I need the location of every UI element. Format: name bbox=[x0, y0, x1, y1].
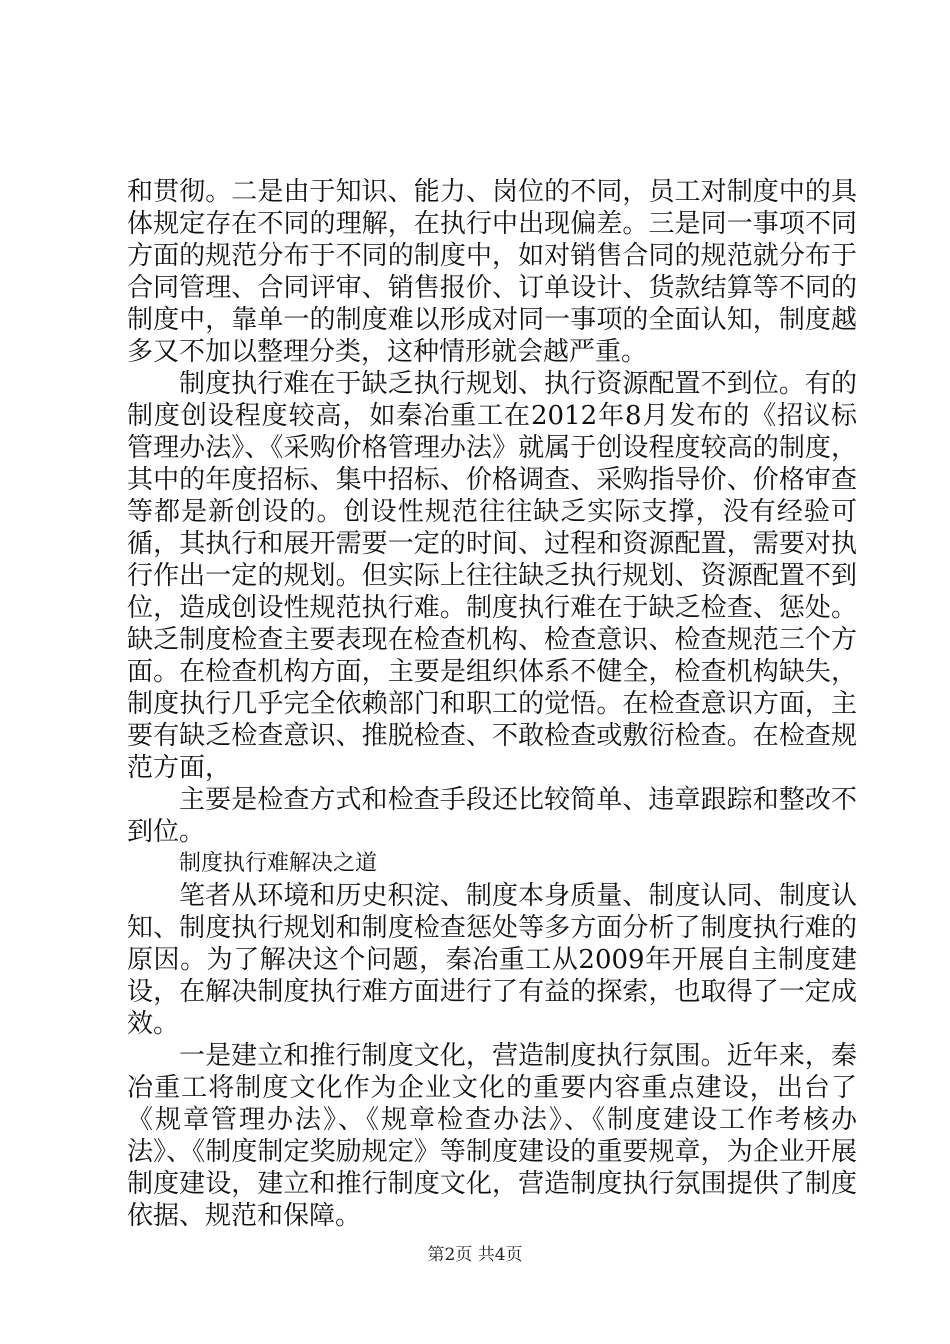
paragraph-system-culture: 一是建立和推行制度文化，营造制度执行氛围。近年来，秦冶重工将制度文化作为企业文化的重要内容重点建设，出台了《规章管理办法》、《规章检查办法》、《制度建设工作考核办法》、《制度制定奖励规定》等制度建设的重要规章，为企业开展制度建设，建立和推行制度文化，营造制度执行氛围提供了制度依据、规范和保障。 bbox=[127, 1041, 857, 1231]
document-body bbox=[127, 176, 857, 1232]
paragraph-execution-planning: 制度执行难在于缺乏执行规划、执行资源配置不到位。有的制度创设程度较高，如秦冶重工在2012年8月发布的《招议标管理办法》、《采购价格管理办法》就属于创设程度较高的制度，其中的年度招标、集中招标、价格调查、采购指导价、价格审查等都是新创设的。创设性规范往往缺乏实际支撑，没有经验可循，其执行和展开需要一定的时间、过程和资源配置，需要对执行作出一定的规划。但实际上往往缺乏执行规划、资源配置不到位，造成创设性规范执行难。制度执行难在于缺乏检查、惩处。缺乏制度检查主要表现在检查机构、检查意识、检查规范三个方面。在检查机构方面，主要是组织体系不健全，检查机构缺失，制度执行几乎完全依赖部门和职工的觉悟。在检查意识方面，主要有缺乏检查意识、推脱检查、不敢检查或敷衍检查。在检查规范方面， bbox=[127, 369, 857, 783]
section-heading: 制度执行难解决之道 bbox=[179, 851, 378, 876]
paragraph-inspection-method: 主要是检查方式和检查手段还比较简单、违章跟踪和整改不到位。 bbox=[127, 785, 857, 847]
page-footer: 第2页 共4页 bbox=[427, 1245, 523, 1265]
paragraph-analysis: 笔者从环境和历史积淀、制度本身质量、制度认同、制度认知、制度执行规划和制度检查惩处等多方面分析了制度执行难的原因。为了解决这个问题，秦冶重工从2009年开展自主制度建设，在解决制度执行难方面进行了有益的探索，也取得了一定成效。 bbox=[127, 881, 857, 1039]
paragraph-continuation: 和贯彻。二是由于知识、能力、岗位的不同，员工对制度中的具体规定存在不同的理解，在执行中出现偏差。三是同一事项不同方面的规范分布于不同的制度中，如对销售合同的规范就分布于合同管理、合同评审、销售报价、订单设计、货款结算等不同的制度中，靠单一的制度难以形成对同一事项的全面认知，制度越多又不加以整理分类，这种情形就会越严重。 bbox=[127, 177, 857, 367]
